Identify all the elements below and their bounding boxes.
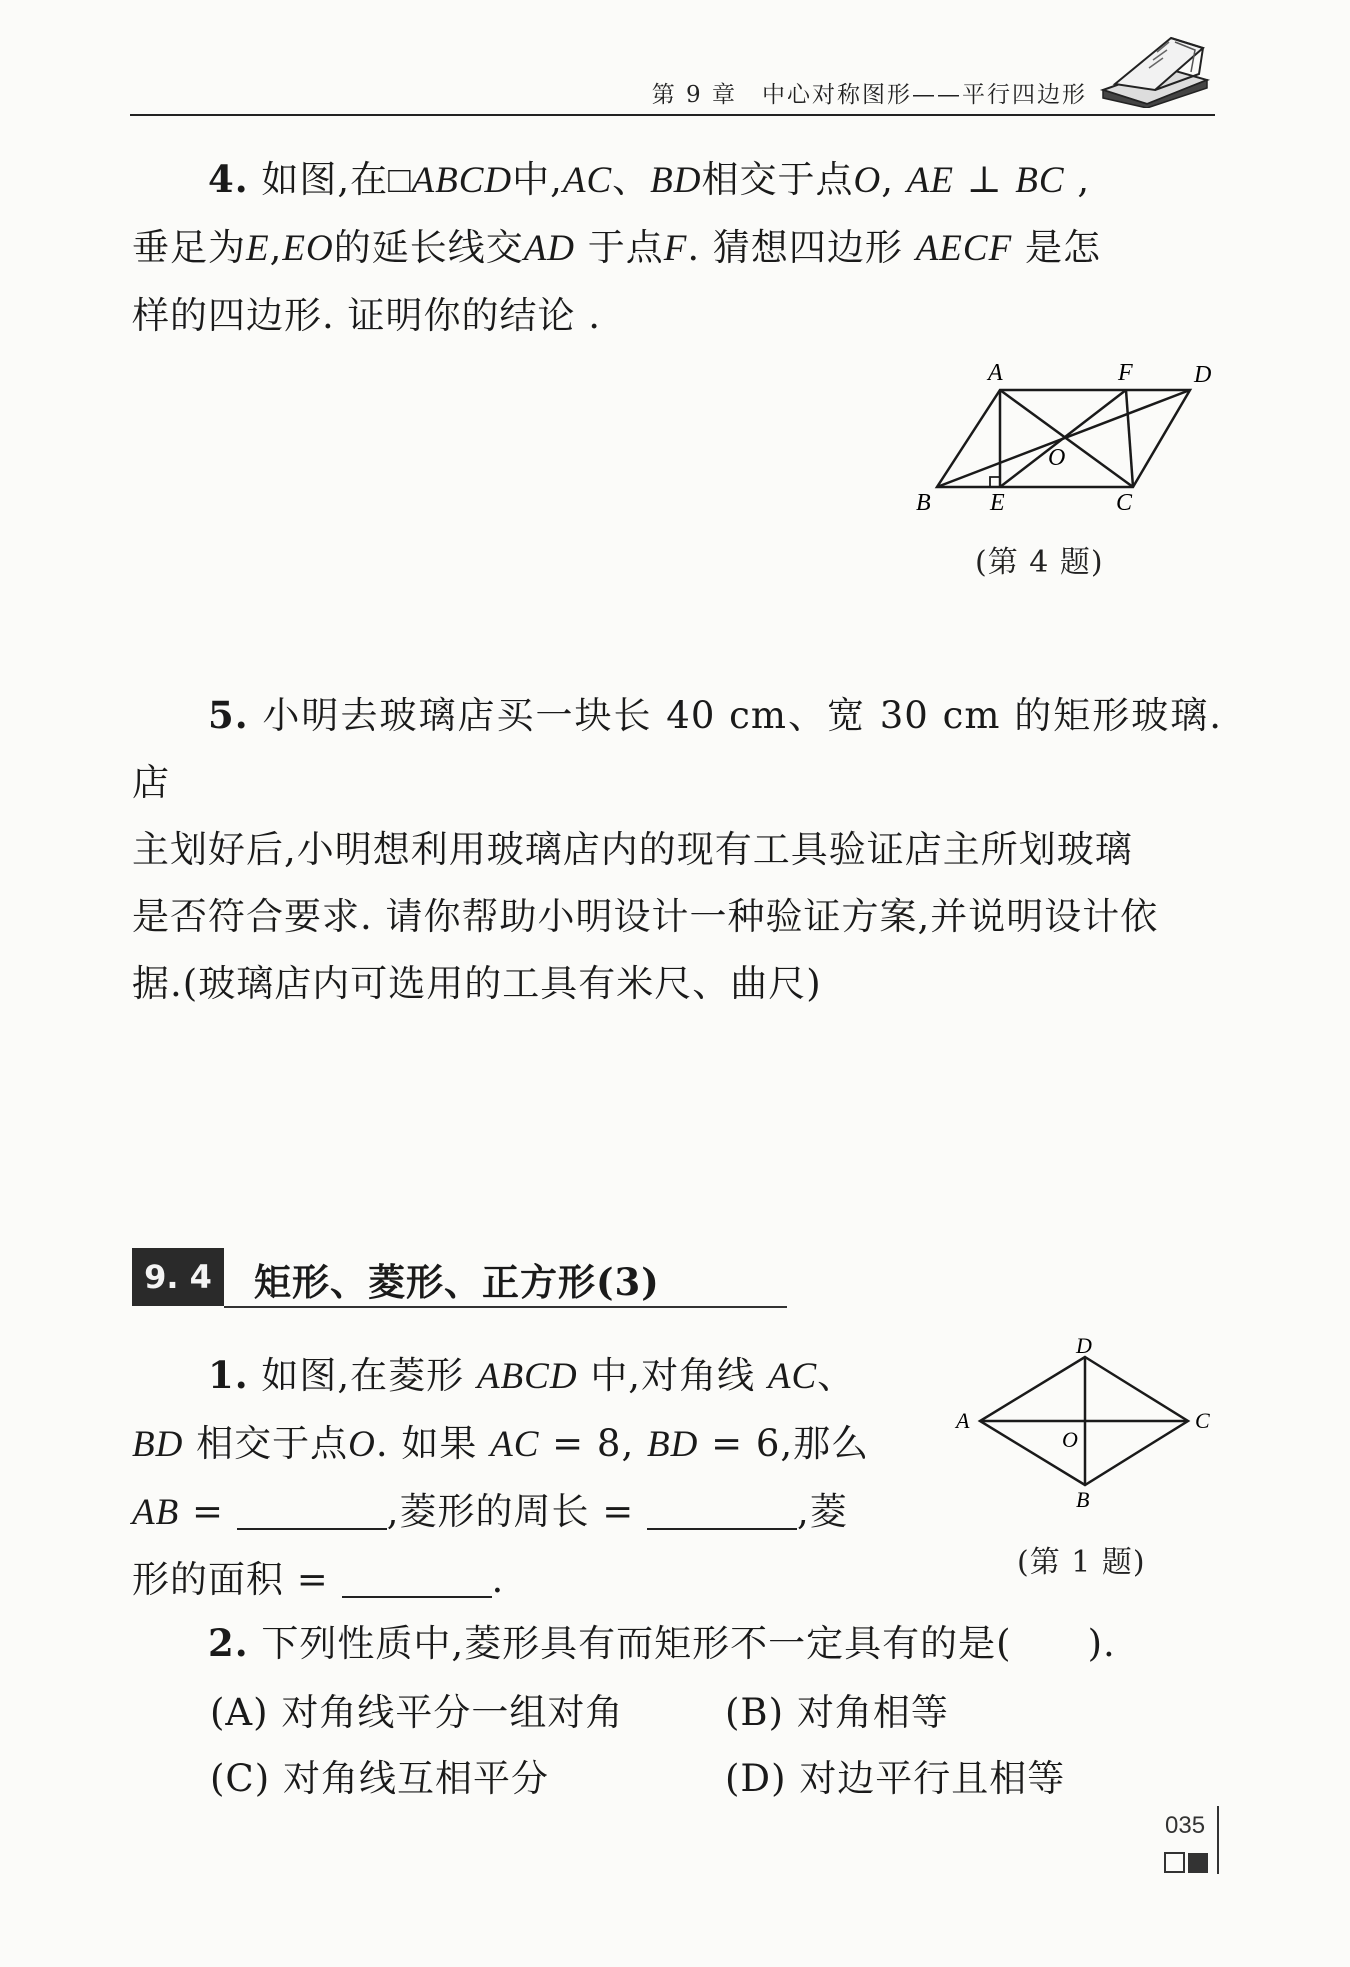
option-a[interactable]: (A) 对角线平分一组对角	[210, 1691, 624, 1734]
section-question-2: 2. 下列性质中,菱形具有而矩形不一定具有的是( ).	[208, 1621, 1116, 1665]
section-number: 9. 4	[132, 1248, 224, 1306]
page-number: 035	[1165, 1812, 1206, 1839]
question-5: 5. 小明去玻璃店买一块长 40 cm、宽 30 cm 的矩形玻璃. 店 主划好后,小明想利用玻璃店内的现有工具验证店主所划玻璃 是否符合要求. 请你帮助小明设计一种验证方案,并说明设计依 据.(玻璃店内可选用的工具有米尺、曲尺)	[132, 693, 1223, 1005]
question-number: 2.	[208, 1621, 249, 1665]
svg-text:A: A	[956, 1408, 970, 1433]
svg-text:E: E	[990, 490, 1005, 516]
svg-text:B: B	[1076, 1487, 1090, 1510]
section-heading	[132, 1248, 787, 1308]
footer-rule	[1217, 1806, 1219, 1874]
svg-text:D: D	[1076, 1335, 1092, 1358]
question-number: 1.	[208, 1353, 249, 1397]
option-d[interactable]: (D) 对边平行且相等	[725, 1757, 1066, 1800]
question-4: 4. 如图,在□ABCD中,AC、BD相交于点O, AE ⊥ BC , 垂足为E,EO的延长线交AD 于点F. 猜想四边形 AECF 是怎 样的四边形. 证明你的结论 .	[132, 157, 1101, 337]
svg-text:B: B	[916, 490, 931, 516]
option-b[interactable]: (B) 对角相等	[725, 1691, 949, 1734]
book-icon	[1095, 28, 1215, 108]
answer-blank-ab[interactable]	[237, 1482, 387, 1530]
section-underline	[224, 1306, 787, 1308]
svg-text:O: O	[1062, 1427, 1078, 1452]
answer-blank-area[interactable]	[342, 1550, 492, 1598]
svg-text:O: O	[1048, 445, 1066, 471]
svg-text:A: A	[988, 360, 1003, 386]
figure-4-caption: (第 4 题)	[975, 545, 1104, 580]
chapter-title: 第 9 章 中心对称图形——平行四边形	[651, 82, 1087, 108]
page-mark-icon	[1164, 1852, 1210, 1874]
section-title: 矩形、菱形、正方形(3)	[254, 1260, 660, 1304]
svg-text:F: F	[1118, 360, 1133, 386]
answer-blank-perimeter[interactable]	[647, 1482, 797, 1530]
svg-text:C: C	[1195, 1408, 1210, 1433]
figure-parallelogram	[900, 360, 1240, 520]
running-header	[130, 68, 1215, 116]
question-number: 5.	[208, 693, 249, 737]
header-rule	[130, 114, 1215, 116]
question-number: 4.	[208, 157, 249, 201]
section-question-1: 1. 如图,在菱形 ABCD 中,对角线 AC、 BD 相交于点O. 如果 AC = 8, BD = 6,那么 AB = ,菱形的周长 = ,菱 形的面积 = .	[132, 1353, 870, 1601]
figure-rhombus	[950, 1335, 1230, 1510]
figure-1-caption: (第 1 题)	[1017, 1545, 1146, 1580]
segment-fc	[1126, 390, 1133, 487]
svg-text:D: D	[1194, 362, 1212, 388]
right-angle-mark	[990, 477, 1000, 487]
option-c[interactable]: (C) 对角线互相平分	[210, 1757, 549, 1800]
svg-text:C: C	[1116, 490, 1133, 516]
